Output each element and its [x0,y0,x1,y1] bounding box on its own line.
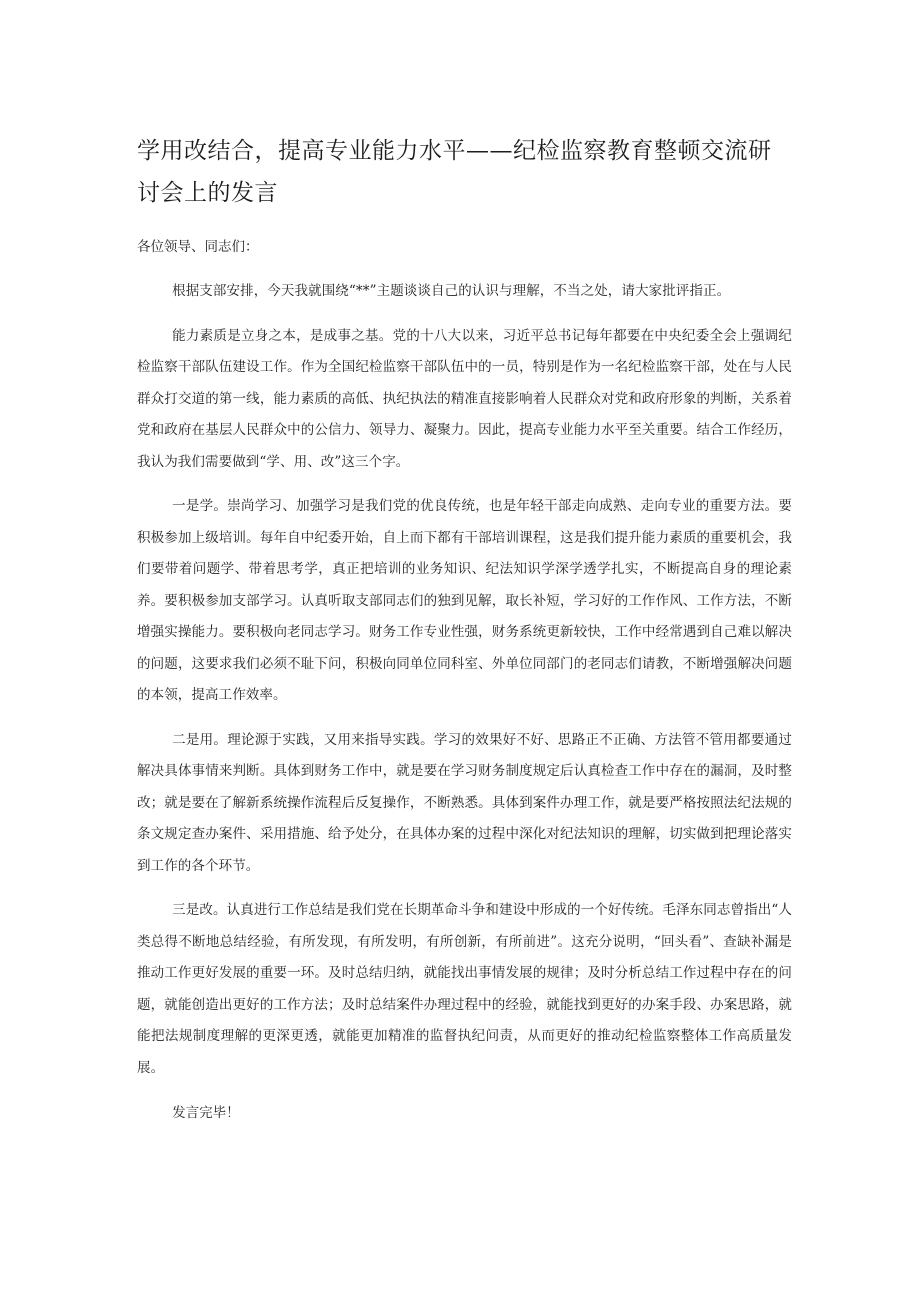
paragraph-apply: 二是用。理论源于实践，又用来指导实践。学习的效果好不好、思路正不正确、方法管不管用都要通过解决具体事情来判断。具体到财务工作中，就是要在学习财务制度规定后认真检查工作中存在的漏洞，及时整改；就是要在了解新系统操作流程后反复操作，不断熟悉。具体到案件办理工作，就是要严格按照法纪法规的条文规定查办案件、采用措施、给予处分，在具体办案的过程中深化对纪法知识的理解，切实做到把理论落实到工作的各个环节。 [137,731,792,874]
paragraph-intro: 根据支部安排，今天我就围绕“**”主题谈谈自己的认识与理解，不当之处，请大家批评指正。 [172,283,731,299]
salutation: 各位领导、同志们： [137,239,259,255]
document-title: 学用改结合，提高专业能力水平——纪检监察教育整顿交流研讨会上的发言 [137,138,772,206]
closing-remark: 发言完毕！ [172,1105,240,1121]
paragraph-learn: 一是学。崇尚学习、加强学习是我们党的优良传统，也是年轻干部走向成熟、走向专业的重要方法。要积极参加上级培训。每年自中纪委开始，自上而下都有干部培训课程，这是我们提升能力素质的重要机会，我们要带着问题学、带着思考学，真正把培训的业务知识、纪法知识学深学透学扎实，不断提高自身的理论素养。要积极参加支部学习。认真听取支部同志们的独到见解，取长补短，学习好的工作作风、工作方法，不断增强实操能力。要积极向老同志学习。财务工作专业性强，财务系统更新较快，工作中经常遇到自己难以解决的问题，这要求我们必须不耻下问，积极向同单位同科室、外单位同部门的老同志们请教，不断增强解决问题的本领，提高工作效率。 [137,498,792,703]
paragraph-ability: 能力素质是立身之本，是成事之基。党的十八大以来，习近平总书记每年都要在中央纪委全会上强调纪检监察干部队伍建设工作。作为全国纪检监察干部队伍中的一员，特别是作为一名纪检监察干部，处在与人民群众打交道的第一线，能力素质的高低、执纪执法的精准直接影响着人民群众对党和政府形象的判断，关系着党和政府在基层人民群众中的公信力、领导力、凝聚力。因此，提高专业能力水平至关重要。结合工作经历，我认为我们需要做到“学、用、改”这三个字。 [137,327,792,470]
paragraph-improve: 三是改。认真进行工作总结是我们党在长期革命斗争和建设中形成的一个好传统。毛泽东同志曾指出“人类总得不断地总结经验，有所发现，有所发明，有所创新，有所前进”。这充分说明，“回头看”、查缺补漏是推动工作更好发展的重要一环。及时总结归纳，就能找出事情发展的规律；及时分析总结工作过程中存在的问题，就能创造出更好的工作方法；及时总结案件办理过程中的经验，就能找到更好的办案手段、办案思路，就能把法规制度理解的更深更透，就能更加精准的监督执纪问责，从而更好的推动纪检监察整体工作高质量发展。 [137,902,792,1076]
document-page [137,130,792,1126]
